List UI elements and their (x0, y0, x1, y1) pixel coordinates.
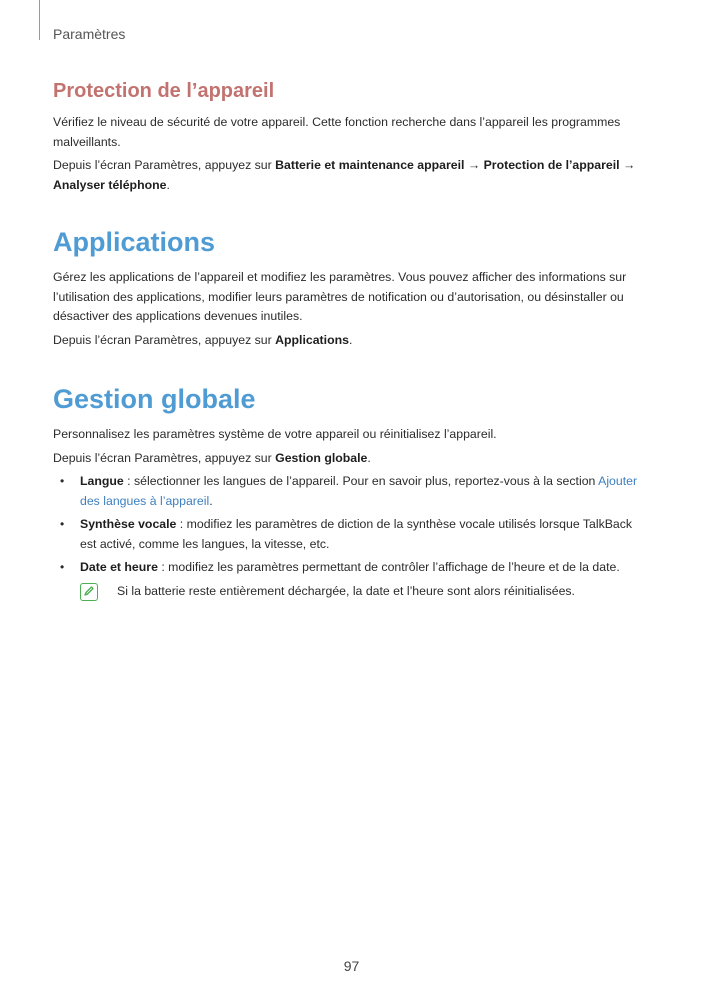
list-item-synthese-vocale: • Synthèse vocale : modifiez les paramètres de diction de la synthèse vocale utilisés lorsque TalkBack est activé, comme les langues, la vitesse, etc. (60, 517, 633, 551)
gestion-instructions: Depuis l’écran Paramètres, appuyez sur Gestion globale. (53, 450, 371, 465)
note (53, 582, 643, 602)
applications-heading: Applications (53, 227, 216, 257)
page-content (53, 80, 643, 601)
protection-instructions: Depuis l’écran Paramètres, appuyez sur Batterie et maintenance appareil → Protection de l’appareil → Analyser téléphone. (53, 158, 636, 192)
link-ajouter-langues[interactable]: Ajouter des langues à l’appareil (80, 474, 638, 508)
bullet-icon: • (60, 474, 65, 488)
header-rule (39, 0, 40, 40)
header-title: Paramètres (53, 26, 126, 42)
gestion-description: Personnalisez les paramètres système de votre appareil ou réinitialisez l’appareil. (53, 427, 497, 441)
gestion-options-list (53, 472, 643, 578)
protection-heading: Protection de l’appareil (53, 80, 275, 102)
applications-description: Gérez les applications de l’appareil et modifiez les paramètres. Vous pouvez afficher des informations sur l’utilisation des applications, modifier leurs paramètres de notification ou d’autorisation, ou désinstaller ou désactiver des applications devenues inutiles. (53, 270, 627, 323)
menu-path-battery: Batterie et maintenance appareil (275, 158, 465, 172)
page-number: 97 (343, 958, 360, 974)
bullet-icon: • (60, 517, 65, 531)
menu-path-scan: Analyser téléphone (53, 177, 167, 192)
menu-path-protection: Protection de l’appareil (483, 158, 620, 172)
applications-instructions: Depuis l’écran Paramètres, appuyez sur Applications. (53, 332, 353, 347)
note-pencil-icon (80, 583, 98, 601)
list-item-date-heure: • Date et heure : modifiez les paramètres permettant de contrôler l’affichage de l’heure et de la date. (53, 558, 643, 578)
gestion-heading: Gestion globale (53, 384, 256, 414)
menu-path-applications: Applications (275, 332, 349, 347)
protection-description: Vérifiez le niveau de sécurité de votre appareil. Cette fonction recherche dans l’appareil les programmes malveillants. (53, 115, 621, 149)
menu-path-gestion: Gestion globale (275, 450, 368, 465)
bullet-icon: • (60, 560, 65, 574)
list-item-langue: • Langue : sélectionner les langues de l’appareil. Pour en savoir plus, reportez-vous à la section Ajouter des langues à l’appareil. (60, 474, 638, 508)
note-text: Si la batterie reste entièrement déchargée, la date et l’heure sont alors réinitialisées. (117, 583, 575, 598)
